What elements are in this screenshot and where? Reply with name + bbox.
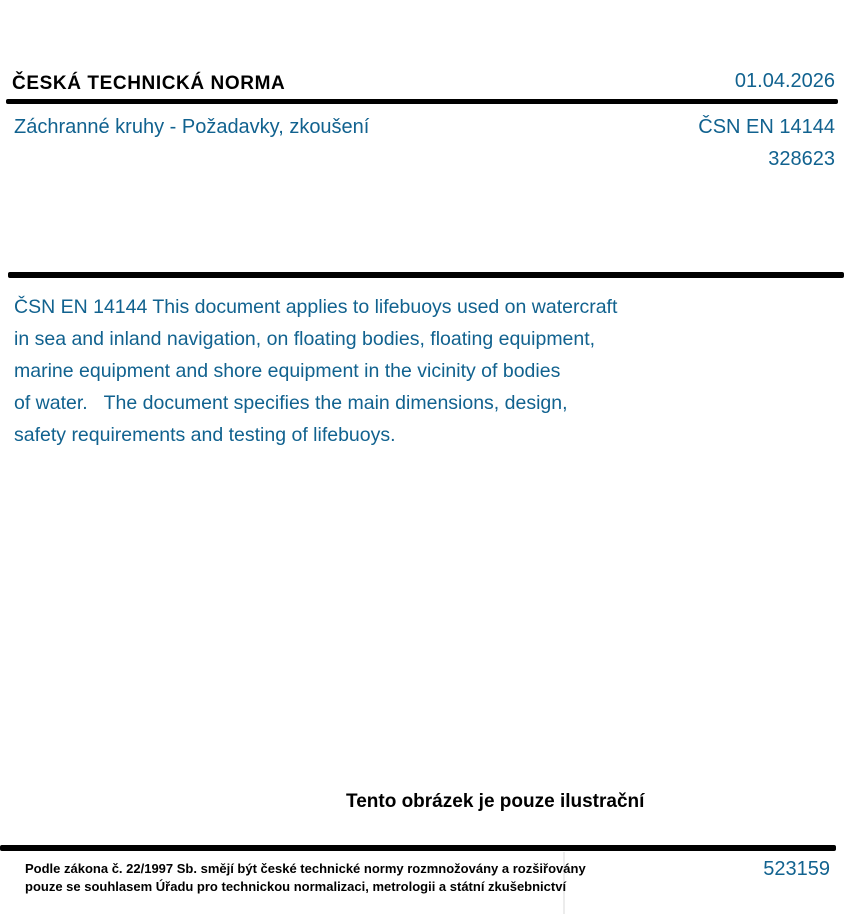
classification-number: 328623 <box>768 148 835 170</box>
abstract-line: in sea and inland navigation, on floating bodies, floating equipment, <box>14 328 596 350</box>
illustration-note: Tento obrázek je pouze ilustrační <box>346 791 645 812</box>
effective-date: 01.04.2026 <box>734 70 835 92</box>
page-title: ČESKÁ TECHNICKÁ NORMA <box>12 73 286 94</box>
header-rule <box>6 99 838 104</box>
legal-notice-line: pouze se souhlasem Úřadu pro technickou normalizaci, metrologii a státní zkušebnictví <box>25 878 567 894</box>
standard-number: ČSN EN 14144 <box>698 116 835 138</box>
order-number: 523159 <box>763 858 830 880</box>
legal-notice <box>25 860 586 895</box>
standard-subtitle: Záchranné kruhy - Požadavky, zkoušení <box>14 116 370 138</box>
abstract-divider-rule <box>8 272 844 278</box>
abstract-line: safety requirements and testing of lifebuoys. <box>14 424 396 446</box>
legal-notice-line: Podle zákona č. 22/1997 Sb. smějí být české technické normy rozmnožovány a rozšiřovány <box>25 861 586 876</box>
abstract-line: ČSN EN 14144 This document applies to lifebuoys used on watercraft <box>14 296 618 318</box>
abstract-line: of water. The document specifies the main dimensions, design, <box>14 392 568 414</box>
abstract-paragraph <box>14 291 617 451</box>
footer-rule <box>0 845 836 851</box>
abstract-line: marine equipment and shore equipment in the vicinity of bodies <box>14 360 561 382</box>
